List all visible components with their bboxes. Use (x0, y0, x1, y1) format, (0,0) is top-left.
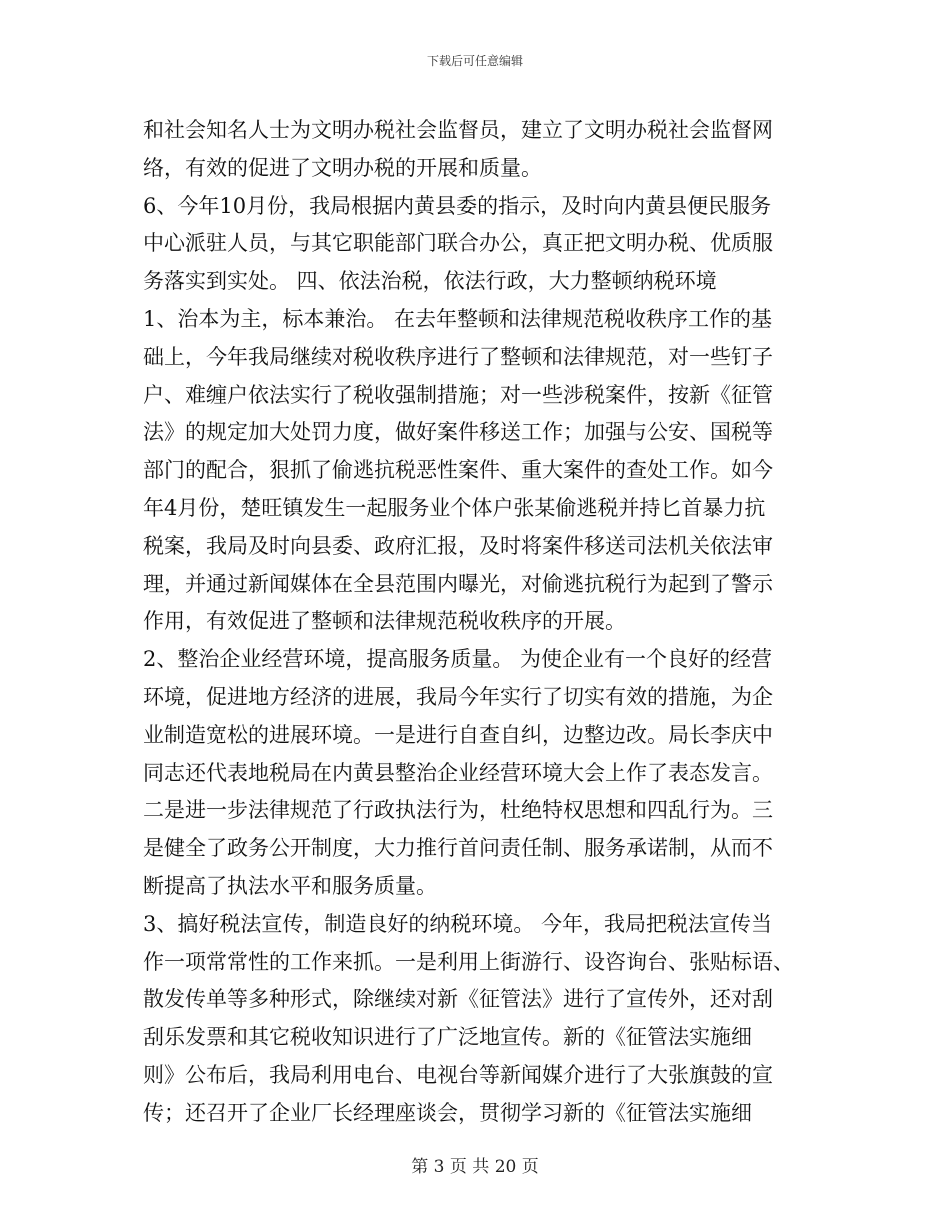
text-line: 6、今年10月份，我局根据内黄县委的指示，及时向内黄县便民服务 (143, 193, 772, 218)
text-line: 作用，有效促进了整顿和法律规范税收秩序的开展。 (143, 609, 626, 634)
text-line: 2、整治企业经营环境，提高服务质量。 为使企业有一个良好的经营 (143, 647, 773, 672)
text-line: 年4月份，楚旺镇发生一起服务业个体户张某偷逃税并持匕首暴力抗 (143, 495, 766, 520)
text-line: 户、难缠户依法实行了税收强制措施；对一些涉税案件，按新《征管 (143, 382, 773, 407)
text-line: 础上，今年我局继续对税收秩序进行了整顿和法律规范，对一些钉子 (143, 344, 773, 369)
text-line: 传；还召开了企业厂长经理座谈会，贯彻学习新的《征管法实施细 (143, 1100, 752, 1125)
text-line: 税案，我局及时向县委、政府汇报，及时将案件移送司法机关依法审 (143, 533, 773, 558)
text-line: 作一项常常性的工作来抓。一是利用上街游行、设咨询台、张贴标语、 (143, 949, 794, 974)
text-line: 3、搞好税法宣传，制造良好的纳税环境。 今年，我局把税法宣传当 (143, 911, 773, 936)
text-line: 断提高了执法水平和服务质量。 (143, 873, 437, 898)
document-body (143, 112, 793, 1133)
text-line: 法》的规定加大处罚力度，做好案件移送工作；加强与公安、国税等 (143, 420, 773, 445)
page-header: 下载后可任意编辑 (426, 54, 523, 68)
text-line: 1、治本为主，标本兼治。 在去年整顿和法律规范税收秩序工作的基 (143, 306, 773, 331)
text-line: 环境，促进地方经济的进展，我局今年实行了切实有效的措施，为企 (143, 684, 773, 709)
text-line: 业制造宽松的进展环境。一是进行自查自纠，边整边改。局长李庆中 (143, 722, 773, 747)
text-line: 散发传单等多种形式，除继续对新《征管法》进行了宣传外，还对刮 (143, 987, 773, 1012)
text-line: 刮乐发票和其它税收知识进行了广泛地宣传。新的《征管法实施细 (143, 1025, 752, 1050)
text-line: 部门的配合，狠抓了偷逃抗税恶性案件、重大案件的查处工作。如今 (143, 458, 773, 483)
text-line: 同志还代表地税局在内黄县整治企业经营环境大会上作了表态发言。 (143, 760, 773, 785)
text-line: 络，有效的促进了文明办税的开展和质量。 (143, 155, 542, 180)
text-line: 务落实到实处。 四、依法治税，依法行政，大力整顿纳税环境 (143, 269, 717, 294)
text-line: 理，并通过新闻媒体在全县范围内曝光，对偷逃抗税行为起到了警示 (143, 571, 773, 596)
text-line: 中心派驻人员，与其它职能部门联合办公，真正把文明办税、优质服 (143, 231, 773, 256)
page-number-footer: 第 3 页 共 20 页 (411, 1157, 539, 1177)
text-line: 则》公布后，我局利用电台、电视台等新闻媒介进行了大张旗鼓的宣 (143, 1062, 773, 1087)
text-line: 二是进一步法律规范了行政执法行为，杜绝特权思想和四乱行为。三 (143, 798, 773, 823)
text-line: 是健全了政务公开制度，大力推行首问责任制、服务承诺制，从而不 (143, 836, 773, 861)
text-line: 和社会知名人士为文明办税社会监督员，建立了文明办税社会监督网 (143, 118, 773, 142)
